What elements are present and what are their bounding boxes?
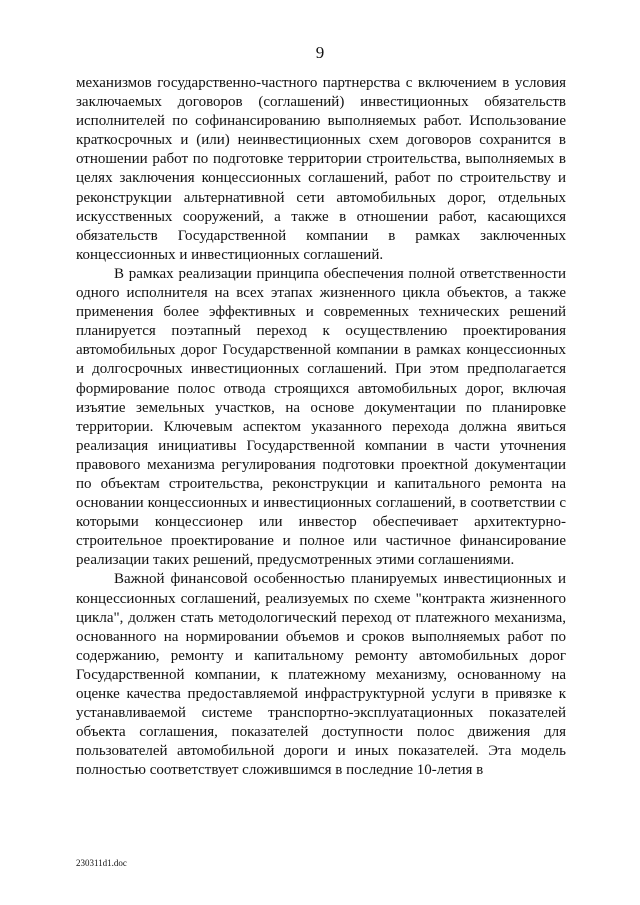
document-file-code: 230311d1.doc [76, 858, 127, 868]
page-number: 9 [315, 43, 325, 62]
paragraph-lifecycle-responsibility: В рамках реализации принципа обеспечения полной ответственности одного исполнителя на всех этапах жизненного цикла объектов, а также применения более эффективных и современных технических решений планируется поэтапный переход к осуществлению проектирования автомобильных дорог Государственной компании в рамках концессионных и долгосрочных инвестиционных соглашений. При этом предполагается формирование полос отвода строящихся автомобильных дорог, включая изъятие земельных участков, на основе документации по планировке территории. Ключевым аспектом указанного перехода должна явиться реализация инициативы Государственной компании в части уточнения правового механизма регулирования подготовки проектной документации по объектам строительства, реконструкции и капитального ремонта на основании концессионных и инвестиционных соглашений, в соответствии с которыми концессионер или инвестор обеспечивает архитектурно-строительное проектирование и полное или частичное финансирование реализации таких решений, предусмотренных этими соглашениями. [76, 265, 566, 569]
paragraph-continuation: механизмов государственно-частного партнерства с включением в условия заключаемых договоров (соглашений) инвестиционных обязательств исполнителей по софинансированию выполняемых работ. Использование краткосрочных и (или) неинвестиционных схем договоров сохранится в отношении работ по подготовке территории строительства, выполняемых в целях заключения концессионных соглашений, работ по строительству и реконструкции альтернативной сети автомобильных дорог, отдельных искусственных сооружений, а также в отношении работ, касающихся обязательств Государственной компании в рамках заключенных концессионных и инвестиционных соглашений. [76, 75, 566, 263]
document-body [76, 74, 566, 780]
paragraph-financial-feature: Важной финансовой особенностью планируемых инвестиционных и концессионных соглашений, реализуемых по схеме "контракта жизненного цикла", должен стать методологический переход от платежного механизма, основанного на нормировании объемов и сроков выполняемых работ по содержанию, ремонту и капитальному ремонту автомобильных дорог Государственной компании, к платежному механизму, основанному на оценке качества предоставляемой инфраструктурной услуги в привязке к устанавливаемой системе транспортно-эксплуатационных показателей объекта соглашения, показателей доступности полос движения для пользователей автомобильной дороги и иных показателей. Эта модель полностью соответствует сложившимся в последние 10-летия в [76, 571, 566, 779]
